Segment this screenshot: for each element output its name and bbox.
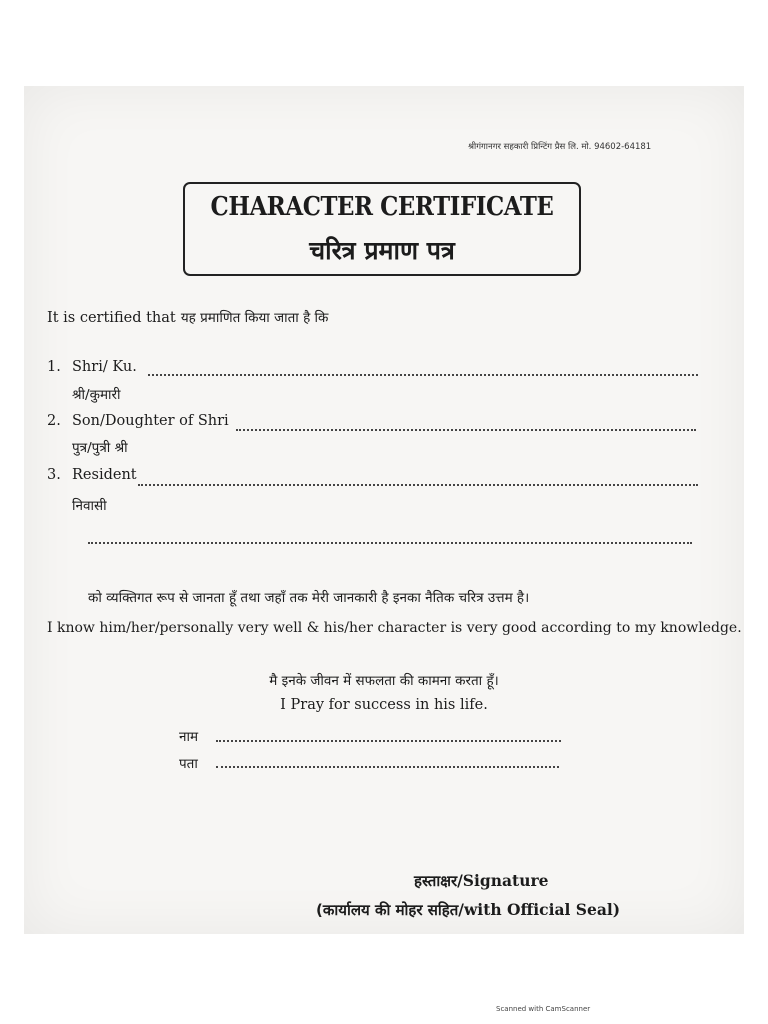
field-2-line — [236, 429, 696, 431]
prayer-english: I Pray for success in his life. — [280, 697, 488, 713]
title-english: CHARACTER CERTIFICATE — [210, 192, 554, 222]
printer-line: श्रीगंगानगर सहकारी प्रिन्टिंग प्रैस लि. मो. 94602-64181 — [468, 142, 652, 152]
field-3-label: Resident — [72, 467, 137, 483]
statement-english: I know him/her/personally very well & his/her character is very good according to my knowledge. — [47, 620, 742, 636]
address-label: पता — [179, 756, 198, 772]
scanner-watermark: Scanned with CamScanner — [496, 1005, 591, 1013]
seal-english: /with Official Seal) — [458, 900, 621, 919]
signature-hindi: हस्ताक्षर — [414, 872, 458, 890]
name-line — [216, 740, 561, 742]
address-line — [216, 766, 559, 768]
seal-label — [316, 900, 620, 920]
field-3-number: 3. — [47, 467, 61, 483]
intro-hindi: यह प्रमाणित किया जाता है कि — [180, 310, 329, 326]
field-3-hindi: निवासी — [72, 498, 107, 514]
seal-hindi: (कार्यालय की मोहर सहित — [316, 901, 459, 919]
field-1-number: 1. — [47, 359, 61, 375]
intro-line — [47, 307, 328, 326]
signature-label — [414, 871, 549, 891]
field-3-line — [138, 484, 698, 486]
signature-english: /Signature — [457, 871, 549, 890]
statement-hindi: को व्यक्तिगत रूप से जानता हूँ तथा जहाँ तक मेरी जानकारी है इनका नैतिक चरित्र उत्तम है। — [88, 590, 530, 606]
prayer-hindi: मै इनके जीवन में सफलता की कामना करता हूँ। — [269, 673, 499, 689]
field-2-hindi: पुत्र/पुत्री श्री — [72, 440, 128, 456]
intro-english: It is certified that — [47, 310, 176, 326]
field-2-label: Son/Doughter of Shri — [72, 413, 229, 429]
field-1-line — [148, 374, 698, 376]
field-2-number: 2. — [47, 413, 61, 429]
title-box — [183, 182, 581, 276]
field-1-label: Shri/ Ku. — [72, 359, 137, 375]
address-extra-line — [88, 542, 692, 544]
name-label: नाम — [179, 729, 199, 745]
field-1-hindi: श्री/कुमारी — [72, 387, 121, 403]
title-hindi: चरित्र प्रमाण पत्र — [309, 236, 455, 265]
